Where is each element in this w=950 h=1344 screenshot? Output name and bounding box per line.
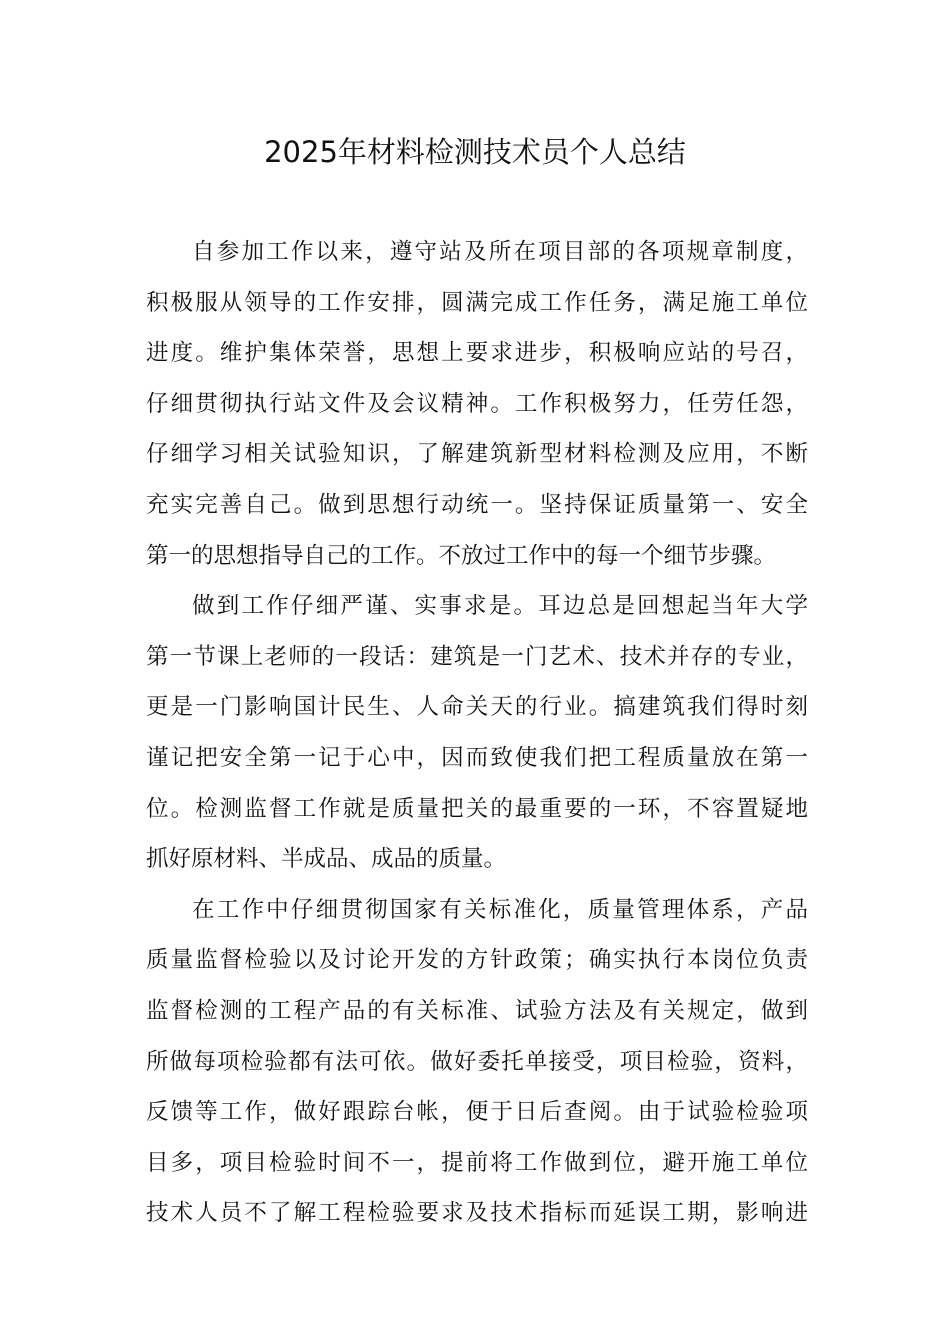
text-line: 更是一门影响国计民生、人命关天的行业。搞建筑我们得时刻 — [146, 694, 808, 721]
text-line: 做到工作仔细严谨、实事求是。耳边总是回想起当年大学 — [192, 593, 808, 620]
text-line: 技术人员不了解工程检验要求及技术指标而延误工期，影响进 — [146, 1200, 808, 1227]
text-line: 谨记把安全第一记于心中，因而致使我们把工程质量放在第一 — [146, 744, 808, 771]
text-line: 充实完善自己。做到思想行动统一。坚持保证质量第一、安全 — [146, 491, 808, 518]
text-line: 质量监督检验以及讨论开发的方针政策；确实执行本岗位负责 — [146, 947, 808, 974]
text-line: 位。检测监督工作就是质量把关的最重要的一环，不容置疑地 — [146, 795, 808, 822]
text-line: 进度。维护集体荣誉，思想上要求进步，积极响应站的号召， — [146, 340, 808, 367]
text-line: 所做每项检验都有法可依。做好委托单接受，项目检验，资料， — [146, 1048, 808, 1075]
text-line: 抓好原材料、半成品、成品的质量。 — [146, 846, 507, 873]
document-title: 2025年材料检测技术员个人总结 — [264, 135, 686, 169]
text-line: 反馈等工作，做好跟踪台帐，便于日后查阅。由于试验检验项 — [146, 1099, 808, 1126]
text-line: 仔细贯彻执行站文件及会议精神。工作积极努力，任劳任怨， — [146, 390, 808, 417]
text-line: 第一的思想指导自己的工作。不放过工作中的每一个细节步骤。 — [146, 542, 777, 569]
text-line: 第一节课上老师的一段话：建筑是一门艺术、技术并存的专业， — [146, 643, 808, 670]
text-line: 在工作中仔细贯彻国家有关标准化，质量管理体系，产品 — [192, 896, 808, 923]
text-line: 自参加工作以来，遵守站及所在项目部的各项规章制度， — [192, 239, 808, 265]
text-line: 目多，项目检验时间不一，提前将工作做到位，避开施工单位 — [146, 1149, 808, 1176]
text-line: 积极服从领导的工作安排，圆满完成工作任务，满足施工单位 — [146, 289, 808, 316]
text-line: 仔细学习相关试验知识，了解建筑新型材料检测及应用，不断 — [146, 441, 808, 468]
document-body — [146, 227, 808, 1239]
text-line: 监督检测的工程产品的有关标准、试验方法及有关规定，做到 — [146, 997, 808, 1024]
